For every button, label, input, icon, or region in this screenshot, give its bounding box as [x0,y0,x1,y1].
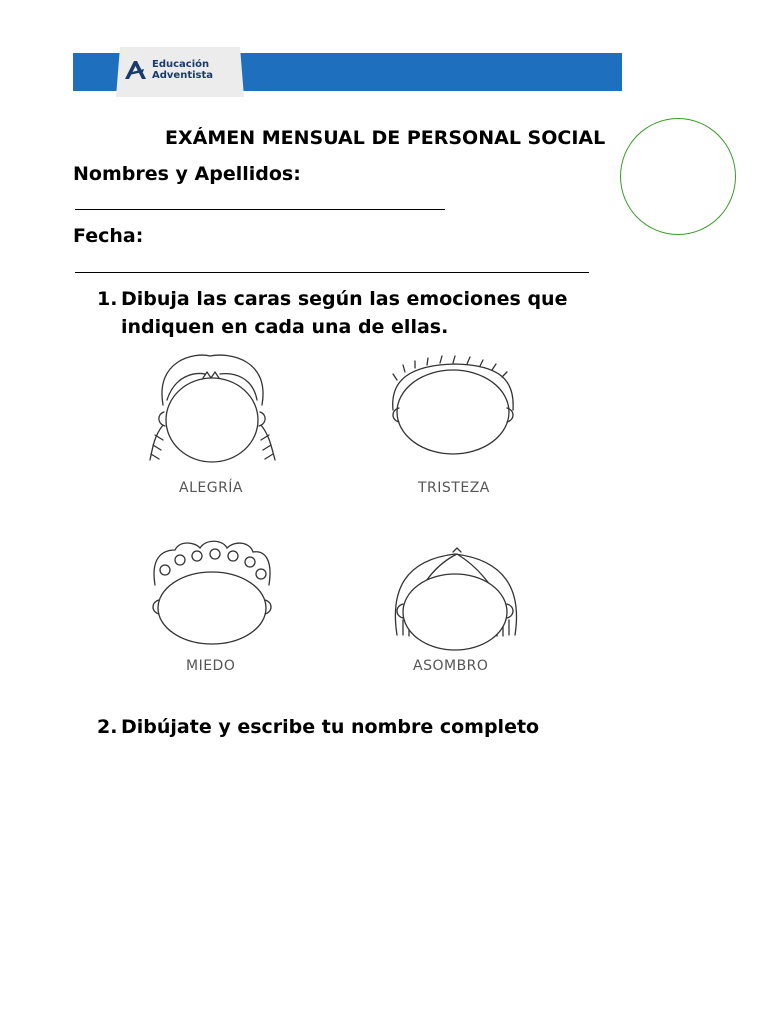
question-text-line-1: Dibuja las caras según las emociones que [121,288,568,310]
face-label-alegria: ALEGRÍA [179,480,244,496]
logo [116,47,244,97]
question-text-line-1: Dibújate y escribe tu nombre completo [121,716,540,738]
logo-line-1: Educación [152,59,210,70]
question-2 [97,713,637,743]
face-label-miedo: MIEDO [186,658,236,674]
grade-circle [620,118,736,235]
face-label-asombro: ASOMBRO [413,658,489,674]
curly-hair-face-icon [153,541,271,644]
question-text-line-2: indiquen en cada una de ellas. [121,316,449,338]
date-label: Fecha: [73,225,144,247]
logo-line-2: Adventista [152,70,214,81]
logo-text [152,59,213,81]
date-answer-line[interactable] [75,272,589,273]
boy-spiky-hair-face-icon [393,356,513,454]
name-answer-line[interactable] [75,209,445,210]
exam-title: EXÁMEN MENSUAL DE PERSONAL SOCIAL [165,127,606,149]
name-label: Nombres y Apellidos: [73,163,301,185]
girl-pigtails-face-icon [150,355,275,462]
face-label-tristeza: TRISTEZA [418,480,490,496]
question-number: 1. [97,288,118,310]
girl-bob-hair-face-icon [395,548,516,650]
faces-illustration [135,350,535,680]
question-1 [97,285,637,345]
question-number: 2. [97,716,118,738]
